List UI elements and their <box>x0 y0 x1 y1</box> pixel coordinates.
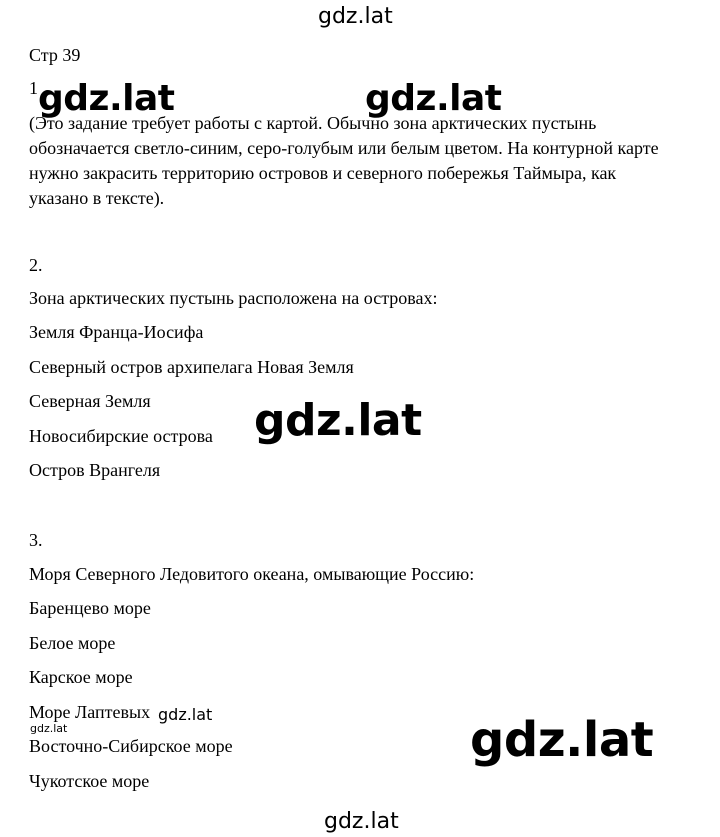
task3-item: Баренцево море <box>29 598 151 618</box>
task3-item: Карское море <box>29 667 133 687</box>
task2-item: Северная Земля <box>29 391 151 411</box>
page-label: Стр 39 <box>29 45 81 65</box>
watermark-tiny: gdz.lat <box>30 722 68 735</box>
task2-item: Земля Франца-Иосифа <box>29 322 204 342</box>
watermark-top: gdz.lat <box>318 4 393 29</box>
task3-number: 3. <box>29 530 43 550</box>
task3-item: Белое море <box>29 633 116 653</box>
task3-intro: Моря Северного Ледовитого океана, омывающие Россию: <box>29 564 475 584</box>
task2-item: Новосибирские острова <box>29 426 213 446</box>
watermark-bottom-right: gdz.lat <box>470 712 654 768</box>
task1-text: (Это задание требует работы с картой. Обычно зона арктических пустынь обозначается светло-синим, серо-голубым или белым цветом. На контурной карте нужно закрасить территорию островов и северного побережья Таймыра, как указано в тексте). <box>29 113 659 208</box>
watermark-task1-right: gdz.lat <box>365 78 502 119</box>
task3-item: Чукотское море <box>29 771 150 791</box>
watermark-task1-left: gdz.lat <box>38 78 175 119</box>
task1-number: 1 <box>29 78 38 98</box>
watermark-middle: gdz.lat <box>254 395 422 446</box>
watermark-small: gdz.lat <box>158 705 213 724</box>
task2-item: Остров Врангеля <box>29 460 161 480</box>
task3-item: Море Лаптевых <box>29 702 151 722</box>
task2-item: Северный остров архипелага Новая Земля <box>29 357 354 377</box>
watermark-bottom: gdz.lat <box>324 809 399 834</box>
task2-intro: Зона арктических пустынь расположена на островах: <box>29 288 438 308</box>
task2-number: 2. <box>29 255 43 275</box>
task3-item: Восточно-Сибирское море <box>29 736 233 756</box>
